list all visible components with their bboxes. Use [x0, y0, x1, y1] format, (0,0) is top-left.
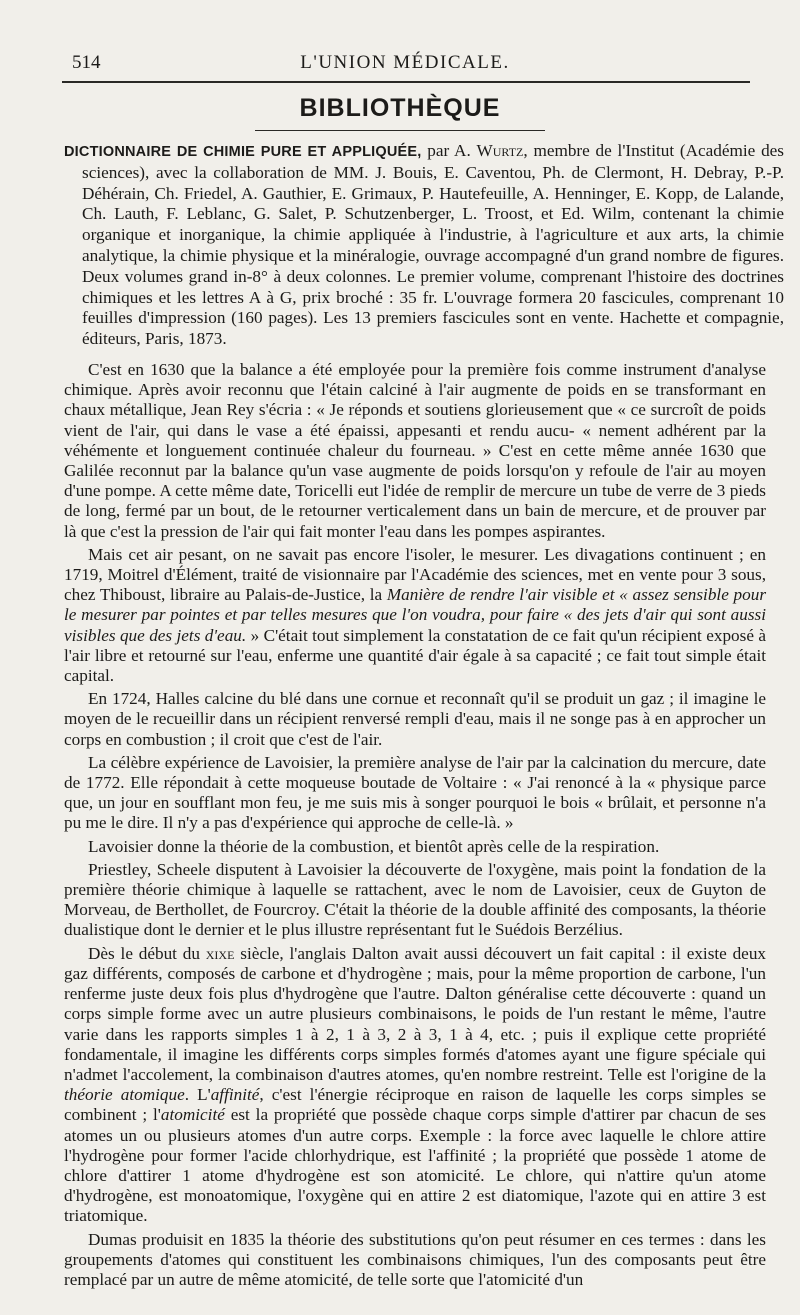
paragraph: [64, 944, 766, 1227]
century-numeral: xixe: [205, 943, 235, 963]
entry-text-2: , membre de l'Institut (Académie des sciences), avec la collaboration de MM. J. Bouis, E. Caventou, Ph. de Clermont, H. Debray, P.-P. Déhérain, Ch. Friedel, A. Gauthier, E. Grimaux, P. Hautefeuille, A. Henninger, E. Kopp, de Lalande, Ch. Lauth, F. Leblanc, G. Salet, P. Schutzenberger, L. Troost, et Ed. Wilm, contenant la chimie organique et inorganique, la chimie appliquée à l'industrie, à l'agriculture et aux arts, la chimie analytique, la chimie physique et la minéralogie, ouvrage accompagné d'un grand nombre de figures. Deux volumes grand in-8° à deux colonnes. Le premier volume, comprenant l'histoire des doctrines chimiques et les lettres A à G, prix broché : 35 fr. L'ouvrage formera 20 fascicules, comprenant 10 feuilles d'impression (160 pages). Les 13 premiers fascicules sont en vente. Hachette et compagnie, éditeurs, Paris, 1873.: [82, 141, 784, 349]
journal-title: L'UNION MÉDICALE.: [300, 52, 510, 73]
article-body: [64, 360, 766, 1293]
paragraph: C'est en 1630 que la balance a été employée pour la première fois comme instrument d'analyse chimique. Après avoir reconnu que l'étain calciné à l'air augmente de poids en se transformant en chaux métallique, Jean Rey s'écria : « Je réponds et soutiens glorieusement que « ce surcroît de poids vient de l'air, qui dans le vase a été épaissi, appesanti et rendu aucu- « nement adhérent par la véhémente et longuement continuée chaleur du fourneau. » C'est en cette même année 1630 que Galilée reconnut par la balance qu'un vase augmente de poids lorsqu'on y refoule de l'air au moyen d'une pompe. A cette même date, Toricelli eut l'idée de remplir de mercure un tube de verre de 3 pieds de long, fermé par un bout, de le retourner verticalement dans un bain de mercure, et de prouver par là que c'est la pression de l'air qui fait monter l'eau dans les pompes aspirantes.: [64, 360, 766, 541]
running-head: [60, 50, 750, 78]
paragraph-text: » C'était tout simplement la constatation de ce fait qu'un récipient exposé à l'air libre et retourné sur l'eau, enferme une quantité d'air égale à sa capacité ; ce fait tout simple était capital.: [64, 625, 766, 686]
page-number: 514: [72, 52, 101, 73]
paragraph: En 1724, Halles calcine du blé dans une cornue et reconnaît qu'il se produit un gaz ; il imagine le moyen de le recueillir dans un récipient renversé rempli d'eau, mais il ne songe pas à en approcher un corps en combustion ; il croit que c'est de l'air.: [64, 689, 766, 749]
entry-title: DICTIONNAIRE DE CHIMIE PURE ET APPLIQUÉE,: [64, 144, 422, 160]
italic-term: affinité: [210, 1085, 260, 1105]
entry-author: Wurtz: [476, 141, 524, 160]
paragraph-text: , c'est l'énergie réciproque en raison de laquelle les corps simples se combinent ; l': [64, 1085, 766, 1125]
entry-text-1: par A.: [421, 141, 477, 160]
italic-term: atomicité: [160, 1105, 225, 1125]
bibliographic-entry: [64, 141, 784, 350]
paragraph: [64, 545, 766, 686]
paragraph-text: . L': [184, 1085, 211, 1105]
paragraph-text: Mais cet air pesant, on ne savait pas encore l'isoler, le mesurer. Les divagations continuent ; en 1719, Moitrel d'Élément, traité de visionnaire par l'Académie des sciences, met en vente pour 3 sous, chez Thiboust, libraire au Palais-de-Justice, la: [64, 544, 766, 605]
paragraph: La célèbre expérience de Lavoisier, la première analyse de l'air par la calcination du mercure, date de 1772. Elle répondait à cette moqueuse boutade de Voltaire : « J'ai renoncé à la « physique parce que, un jour en soufflant mon feu, je me suis mis à songer pourquoi le bois « brûlait, et personne n'a pu me le dire. Il n'y a pas d'expérience qui approche de celle-là. »: [64, 752, 766, 833]
italic-term: théorie atomique: [64, 1085, 185, 1105]
title-rule: [255, 130, 545, 131]
paragraph: Priestley, Scheele disputent à Lavoisier la découverte de l'oxygène, mais point la fondation de la première théorie chimique à laquelle se rattachent, avec le nom de Lavoisier, ceux de Guyton de Morveau, de Berthollet, de Fourcroy. C'était la théorie de la double affinité des composants, la théorie dualistique dont le dernier et le plus illustre représentant fut le Suédois Berzélius.: [64, 859, 766, 940]
section-title: BIBLIOTHÈQUE: [299, 94, 501, 122]
paragraph: Dumas produisit en 1835 la théorie des substitutions qu'on peut résumer en ces termes : dans les groupements d'atomes qui constituent les combinaisons chimiques, l'un des composants peut être remplacé par un autre de même atomicité, de telle sorte que l'atomicité d'un: [64, 1229, 766, 1289]
paragraph: Lavoisier donne la théorie de la combustion, et bientôt après celle de la respiration.: [88, 836, 660, 856]
paragraph-text: est la propriété que possède chaque corps simple d'attirer par chacun de ses atomes un ou plusieurs atomes d'un autre corps. Exemple : la force avec laquelle le chlore attire l'hydrogène pour former l'acide chlorhydrique, est l'affinité ; la propriété que possède 1 atome de chlore d'attirer 1 atome d'hydrogène est son atomicité. Le chlore, qui n'attire qu'un atome d'hydrogène, est monoatomique, l'oxygène qui en attire 2 est diatomique, l'azote qui en attire 3 est triatomique.: [64, 1105, 766, 1226]
paragraph-text: siècle, l'anglais Dalton avait aussi découvert un fait capital : il existe deux gaz différents, composés de carbone et d'hydrogène ; mais, pour la même proportion de carbone, l'un renferme juste deux fois plus d'hydrogène que l'autre. Dalton généralise cette découverte : quand un corps simple forme avec un autre plusieurs combinaisons, le poids de l'un restant le même, l'autre varie dans les rapports simples 1 à 2, 1 à 3, 2 à 3, 1 à 4, etc. ; puis il explique cette propriété fondamentale, il imagine les différents corps simples formés d'atomes ayant une figure spéciale qui n'admet l'accolement, la combinaison d'autres atomes, qu'en nombre restreint. Telle est l'origine de la: [64, 943, 767, 1084]
italic-quotation: Manière de rendre l'air visible et « assez sensible pour le mesurer par pointes et par telles mesures que l'on voudra, pour faire « des jets d'air qui sont aussi visibles que des jets d'eau.: [64, 585, 767, 645]
header-rule: [62, 81, 750, 83]
paragraph-text: Dès le début du: [88, 943, 206, 963]
